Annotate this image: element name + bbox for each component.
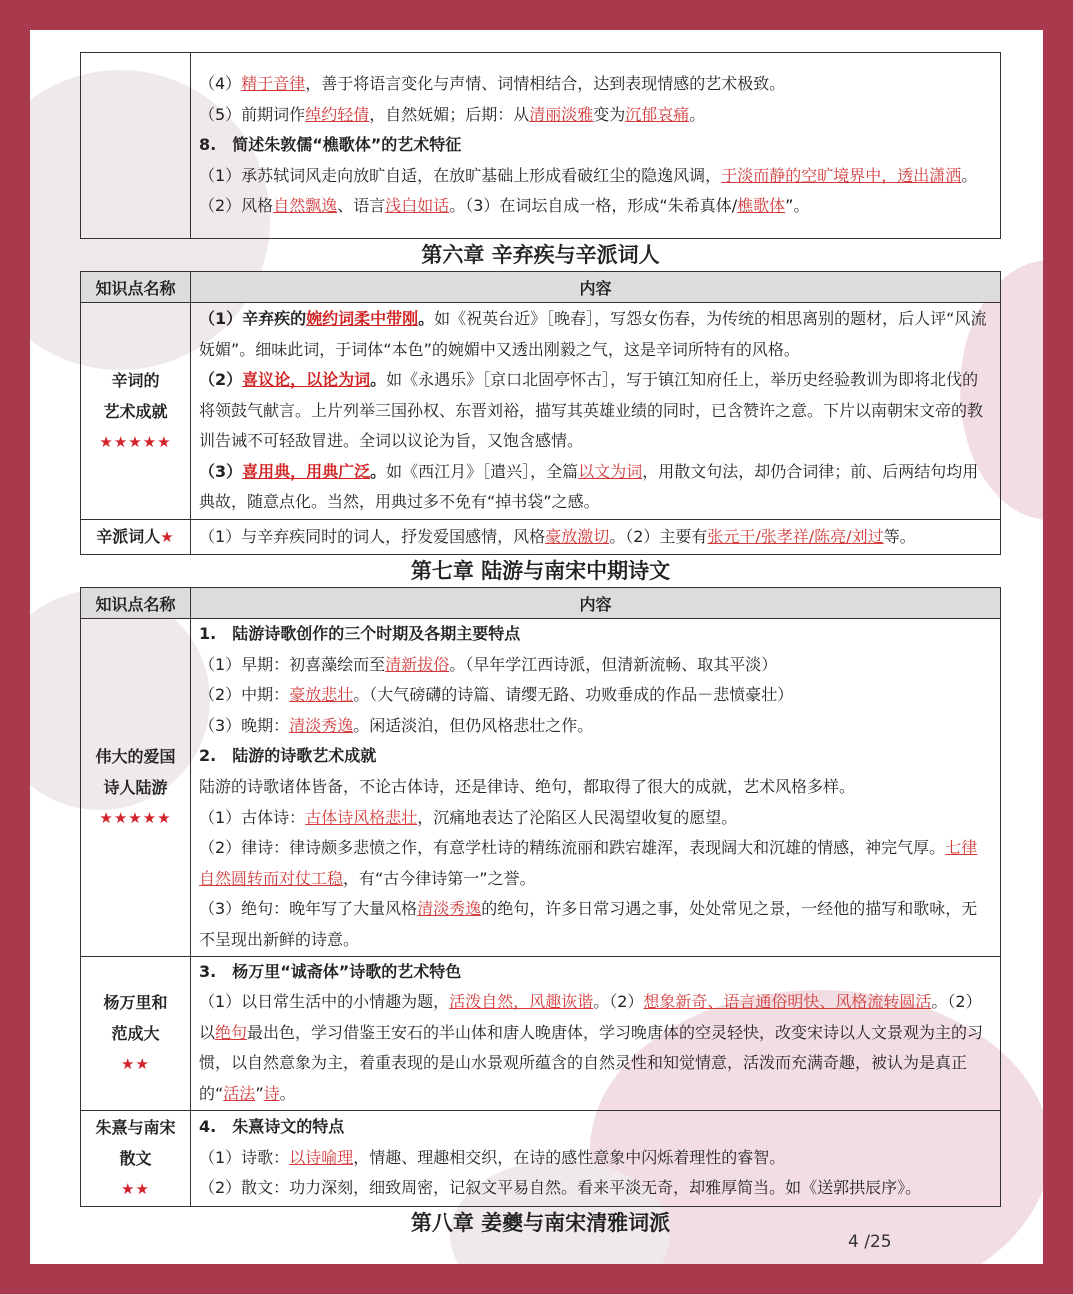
star-rating: ★★★★★ xyxy=(99,432,172,451)
question-title: 4. 朱熹诗文的特点 xyxy=(199,1117,345,1137)
header-name: 知识点名称 xyxy=(81,272,191,303)
text-paragraph: （1）以日常生活中的小情趣为题，活泼自然，风趣诙谐。（2）想象新奇、语言通俗明快、风格流转圆活。（2）以绝句最出色，学习借鉴王安石的半山体和唐人晚唐体，学习晚唐体的空灵轻快，改变宋诗以人文景观为主的习惯，以自然意象为主，着重表现的是山水景观所蕴含的自然灵性和知觉情意，活泼而充满奇趣，被认为是真正的“活法”诗。 xyxy=(199,992,984,1103)
text-line: （1）诗歌：以诗喻理，情趣、理趣相交织，在诗的感性意象中闪烁着理性的睿智。 xyxy=(199,1147,786,1167)
text-paragraph: （1）承苏轼词风走向放旷自适，在放旷基础上形成看破红尘的隐逸风调，于淡而静的空旷境界中，透出潇洒。（2）风格自然飘逸、语言浅白如话。（3）在词坛自成一格，形成“朱希真体/樵歌体”。 xyxy=(199,165,978,216)
star-rating: ★★★★★ xyxy=(99,808,172,827)
text-line: （1）早期：初喜藻绘而至清新拔俗。（早年学江西诗派，但清新流畅、取其平淡） xyxy=(199,654,778,674)
text-paragraph: （3）绝句：晚年写了大量风格清淡秀逸的绝句，许多日常习遇之事，处处常见之景，一经他的描写和歌咏，无不呈现出新鲜的诗意。 xyxy=(199,899,978,949)
question-title: 2. 陆游的诗歌艺术成就 xyxy=(199,746,377,766)
chapter-title: 第六章 辛弃疾与辛派词人 xyxy=(421,243,660,267)
chapter7-table xyxy=(80,587,1001,1207)
name-cell-empty xyxy=(81,53,191,239)
text-line: 陆游的诗歌诸体皆备，不论古体诗，还是律诗、绝句，都取得了很大的成就，艺术风格多样。 xyxy=(199,776,856,796)
name-cell: 杨万里和 范成大 ★★ xyxy=(81,956,191,1110)
header-content: 内容 xyxy=(191,588,1001,619)
question-title: 1. 陆游诗歌创作的三个时期及各期主要特点 xyxy=(199,624,521,643)
text-line: （5）前期词作绰约轻倩，自然妩媚；后期：从清丽淡雅变为沉郁哀痛。 xyxy=(199,104,706,124)
header-name: 知识点名称 xyxy=(81,588,191,619)
text-paragraph: （3）喜用典，用典广泛。如《西江月》［遣兴］，全篇以文为词，用散文句法，却仍合词律；前、后两结句均用典故，随意点化。当然，用典过多不免有“掉书袋”之感。 xyxy=(199,461,979,512)
chapter5-table-continued xyxy=(80,52,1001,239)
content-cell xyxy=(191,53,1001,239)
text-paragraph: （2）律诗：律诗颇多悲愤之作，有意学杜诗的精练流丽和跌宕雄浑，表现阔大和沉雄的情感，神完气厚。七律自然圆转而对仗工稳，有“古今律诗第一”之誉。 xyxy=(199,838,978,888)
content-cell xyxy=(191,303,1001,520)
text-paragraph: （1）辛弃疾的婉约词柔中带刚。如《祝英台近》［晚春］，写怨女伤春，为传统的相思离别的题材，后人评“风流妩媚”。细味此词，于词体“本色”的婉媚中又透出刚毅之气，这是辛词所特有的风格。 xyxy=(199,308,987,359)
header-content: 内容 xyxy=(191,272,1001,303)
question-title: 3. 杨万里“诚斋体”诗歌的艺术特色 xyxy=(199,961,462,981)
star-rating: ★★ xyxy=(121,1179,150,1198)
chapter-title: 第八章 姜夔与南宋清雅词派 xyxy=(410,1210,671,1235)
name-cell: 朱熹与南宋 散文 ★★ xyxy=(81,1110,191,1206)
name-cell: 辛派词人★ xyxy=(81,520,191,555)
text-line: （2）中期：豪放悲壮。（大气磅礴的诗篇、请缨无路、功败垂成的作品－悲愤豪壮） xyxy=(199,685,794,705)
page-number: 4 /25 xyxy=(848,1232,892,1252)
text-paragraph: （2）喜议论，以论为词。如《永遇乐》［京口北固亭怀古］，写于镇江知府任上，举历史经验教训为即将北伐的将领鼓气献言。上片列举三国孙权、东晋刘裕，描写其英雄业绩的同时，已含赞许之意。下片以南朝宋文帝的教训告诫不可轻敌冒进。全词以议论为旨，又饱含感情。 xyxy=(199,370,984,451)
content-cell: （1）与辛弃疾同时的词人，抒发爱国感情，风格豪放激切。（2）主要有张元干/张孝祥/陈亮/刘过等。 xyxy=(191,520,1001,555)
content-cell xyxy=(191,956,1001,1110)
question-title: 8. 简述朱敦儒“樵歌体”的艺术特征 xyxy=(199,135,462,155)
text-line: （3）晚期：清淡秀逸。闲适淡泊，但仍风格悲壮之作。 xyxy=(199,715,594,735)
content-cell xyxy=(191,1110,1001,1206)
content-cell xyxy=(191,619,1001,957)
name-cell: 伟大的爱国 诗人陆游 ★★★★★ xyxy=(81,619,191,957)
text-line: （4）精于音律，善于将语言变化与声情、词情相结合，达到表现情感的艺术极致。 xyxy=(199,74,786,94)
text-line: （1）古体诗：古体诗风格悲壮，沉痛地表达了沦陷区人民渴望收复的愿望。 xyxy=(199,807,738,827)
page-frame xyxy=(30,30,1043,1264)
chapter-title: 第七章 陆游与南宋中期诗文 xyxy=(410,559,671,583)
document-page xyxy=(80,52,1001,1239)
star-rating: ★★ xyxy=(121,1054,150,1073)
chapter6-table xyxy=(80,271,1001,555)
name-cell: 辛词的 艺术成就 ★★★★★ xyxy=(81,303,191,520)
text-line: （2）散文：功力深刻，细致周密，记叙文平易自然。看来平淡无奇，却雅厚简当。如《送郭拱辰序》。 xyxy=(199,1178,922,1198)
star-rating: ★ xyxy=(160,528,175,546)
